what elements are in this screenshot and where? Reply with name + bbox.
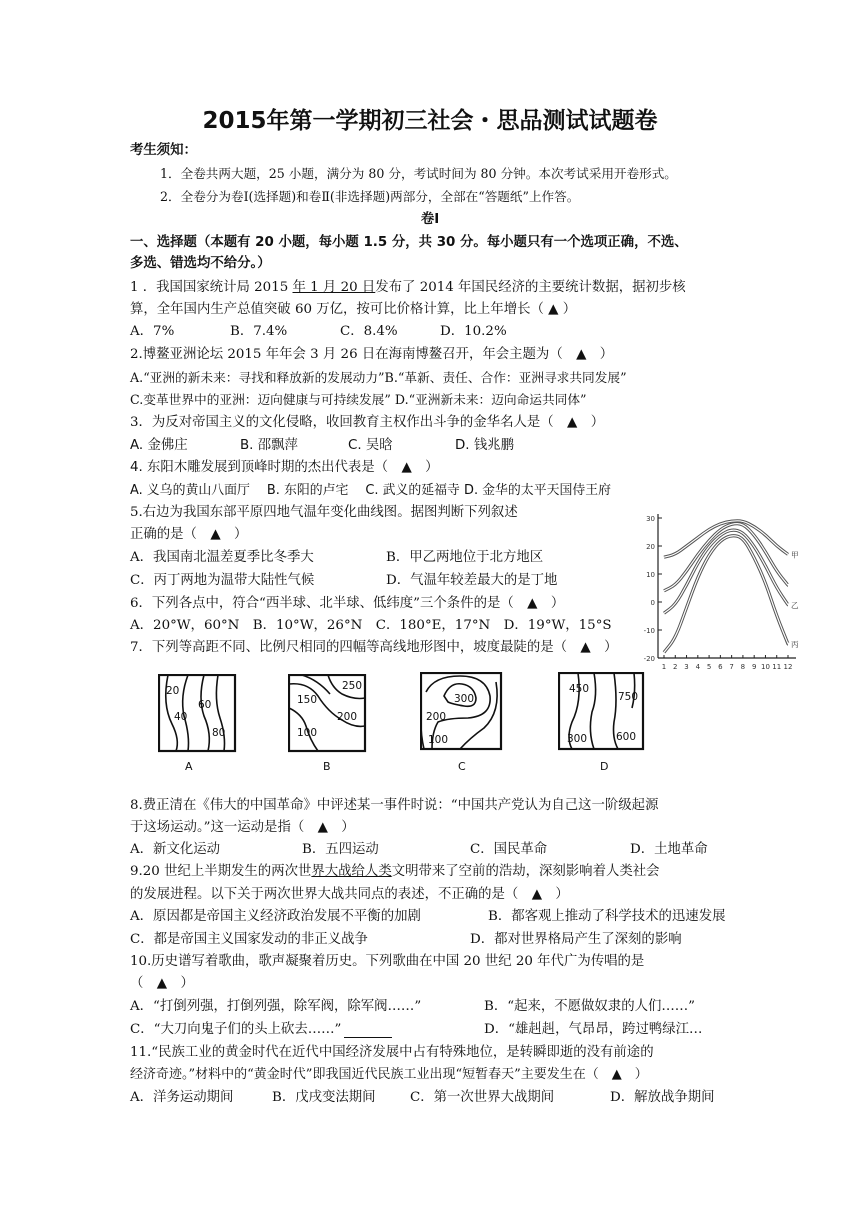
q10-option-b: B．“起来，不愿做奴隶的人们……” — [484, 999, 695, 1014]
contour-a-value-4: 80 — [212, 727, 226, 739]
q2-options-line2: C.变革世界中的亚洲：迈向健康与可持续发展” D.“亚洲新未来：迈向命运共同体” — [130, 392, 587, 407]
q3-option-a: A. 金佛庄 — [130, 438, 188, 453]
chart-series-label: 丙 — [791, 640, 799, 649]
q8-option-d: D．土地革命 — [630, 842, 708, 857]
q9-text-c: 文明带来了空前的浩劫，深刻影响着人类社会 — [391, 864, 660, 879]
chart-x-tick-label: 10 — [760, 663, 770, 671]
chart-x-tick-label: 6 — [718, 663, 723, 671]
q3-stem: 3．为反对帝国主义的文化侵略，收回教育主权作出斗争的金华名人是（ ▲ ） — [130, 415, 605, 430]
chart-x-tick-label: 12 — [783, 663, 793, 671]
chart-series-line — [664, 530, 788, 613]
q8-stem-line1: 8.费正清在《伟大的中国革命》中评述某一事件时说：“中国共产党认为自己这一阶级起源 — [130, 798, 659, 813]
q8-option-a: A．新文化运动 — [130, 842, 221, 857]
q11-option-d: D．解放战争期间 — [610, 1090, 715, 1105]
contour-map-a-label: A — [185, 760, 193, 773]
section1-heading-line1: 一、选择题（本题有 20 小题，每小题 1.5 分，共 30 分。每小题只有一个选项正确，不选、 — [130, 235, 688, 250]
q1-option-d: D．10.2% — [440, 324, 507, 339]
chart-x-tick-label: 8 — [740, 663, 746, 671]
q1-date: 年 1 月 20 日 — [292, 280, 376, 295]
chart-y-tick-label: -20 — [643, 655, 655, 663]
q10-option-d: D．“雄赳赳，气昂昂，跨过鸭绿江… — [484, 1022, 703, 1037]
chart-x-tick-label: 5 — [706, 663, 712, 671]
contour-d-value-1: 450 — [569, 683, 590, 695]
chart-series-label: 乙 — [791, 600, 799, 610]
q6-stem: 6．下列各点中，符合“西半球、北半球、低纬度”三个条件的是（ ▲ ） — [130, 596, 565, 611]
q5-option-b: B．甲乙两地位于北方地区 — [386, 550, 544, 565]
contour-a-value-3: 60 — [198, 699, 212, 711]
contour-d-value-3: 750 — [618, 691, 639, 703]
q3-option-b: B. 邵飘萍 — [240, 438, 298, 453]
contour-map-c — [420, 672, 504, 774]
contour-d-value-4: 600 — [616, 731, 637, 743]
q5-option-c: C．丙丁两地为温带大陆性气候 — [130, 573, 315, 588]
q7-stem: 7．下列等高距不同、比例尺相同的四幅等高线地形图中，坡度最陡的是（ ▲ ） — [130, 640, 618, 655]
chart-y-tick-label: 30 — [646, 515, 655, 523]
contour-b-value-3: 250 — [342, 680, 363, 692]
q1-text-c: 发布了 2014 年国民经济的主要统计数据，据初步核 — [375, 280, 686, 295]
chart-x-tick-label: 3 — [684, 663, 689, 671]
q5-option-a: A．我国南北温差夏季比冬季大 — [130, 550, 314, 565]
q2-options-line1: A.“亚洲的新未来：寻找和释放新的发展动力”B.“革新、责任、合作：亚洲寻求共同发展” — [130, 370, 627, 385]
contour-c-value-3: 100 — [428, 734, 449, 746]
q9-option-d: D．都对世界格局产生了深刻的影响 — [470, 932, 682, 947]
q11-option-b: B．戊戌变法期间 — [272, 1090, 376, 1105]
q2-stem: 2.博鳌亚洲论坛 2015 年年会 3 月 26 日在海南博鳌召开，年会主题为（ ▲ ） — [130, 347, 614, 362]
q9-stem-line1 — [130, 862, 660, 882]
q1-stem-line2: 算，全年国内生产总值突破 60 万亿，按可比价格计算，比上年增长（ ▲ ） — [130, 302, 577, 317]
contour-b-value-4: 200 — [337, 711, 358, 723]
chart-x-tick-label: 1 — [661, 663, 667, 671]
q9-option-a: A．原因都是帝国主义经济政治发展不平衡的加剧 — [130, 909, 421, 924]
q9-option-c: C．都是帝国主义国家发动的非正义战争 — [130, 932, 368, 947]
q4-stem: 4. 东阳木雕发展到顶峰时期的杰出代表是（ ▲ ） — [130, 460, 439, 475]
q5-stem-line2: 正确的是（ ▲ ） — [130, 527, 248, 542]
contour-map-d — [558, 672, 648, 774]
q11-option-c: C．第一次世界大战期间 — [410, 1090, 555, 1105]
chart-y-tick-label: -10 — [643, 627, 655, 635]
q10-underline — [344, 1037, 392, 1038]
q8-option-b: B．五四运动 — [302, 842, 379, 857]
q9-text-a: 9.20 世纪上半期发生的两次世 — [130, 864, 312, 879]
chart-x-tick-label: 7 — [729, 663, 734, 671]
chart-x-tick-label: 9 — [751, 663, 757, 671]
contour-b-value-2: 100 — [297, 727, 318, 739]
q8-option-c: C．国民革命 — [470, 842, 548, 857]
q10-stem-line1: 10.历史谱写着歌曲，歌声凝聚着历史。下列歌曲在中国 20 世纪 20 年代广为传唱的是 — [130, 954, 645, 969]
chart-y-tick-label: 10 — [646, 571, 655, 579]
contour-d-value-2: 300 — [567, 733, 588, 745]
q8-stem-line2: 于这场运动。”这一运动是指（ ▲ ） — [130, 820, 355, 835]
q3-option-c: C. 吴晗 — [348, 438, 393, 453]
chart-series-label: 甲 — [791, 550, 799, 560]
contour-b-value-1: 150 — [297, 694, 318, 706]
chart-y-tick-label: 0 — [650, 599, 655, 607]
temperature-chart — [632, 508, 802, 680]
notice-heading: 考生须知： — [130, 142, 197, 158]
q11-stem-line2: 经济奇迹。”材料中的“黄金时代”即我国近代民族工业出现“短暂春天”主要发生在（ ▲ ） — [130, 1067, 648, 1082]
q1-text-a: 1 ．我国国家统计局 2015 — [130, 280, 293, 295]
chart-x-tick-label: 11 — [772, 663, 782, 671]
chart-x-tick-label: 4 — [695, 663, 701, 671]
exam-title: 2015年第一学期初三社会・思品测试试题卷 — [202, 108, 658, 134]
notice-item-1: 1．全卷共两大题，25 小题，满分为 80 分，考试时间为 80 分钟。本次考试采用开卷形式。 — [160, 166, 677, 181]
q5-stem-line1: 5.右边为我国东部平原四地气温年变化曲线图。据图判断下列叙述 — [130, 505, 518, 520]
q1-option-a: A．7% — [130, 324, 175, 339]
q10-stem-line2: （ ▲ ） — [130, 976, 194, 991]
contour-map-b-label: B — [323, 760, 331, 773]
q11-option-a: A．洋务运动期间 — [130, 1090, 234, 1105]
q9-stem-line2: 的发展进程。以下关于两次世界大战共同点的表述，不正确的是（ ▲ ） — [130, 887, 569, 902]
contour-a-value-1: 20 — [166, 685, 180, 697]
contour-map-a — [158, 674, 238, 774]
contour-map-c-label: C — [458, 760, 466, 773]
contour-c-value-1: 300 — [454, 693, 475, 705]
q10-option-c: C．“大刀向鬼子们的头上砍去……” — [130, 1022, 342, 1037]
notice-item-2: 2．全卷分为卷Ⅰ(选择题)和卷Ⅱ(非选择题)两部分，全部在“答题纸”上作答。 — [160, 189, 580, 204]
contour-map-b — [288, 674, 368, 774]
q1-option-b: B．7.4% — [230, 324, 288, 339]
q10-option-a: A．“打倒列强，打倒列强，除军阀，除军阀……” — [130, 999, 422, 1014]
chart-x-tick-label: 2 — [673, 663, 678, 671]
contour-map-d-label: D — [600, 760, 609, 773]
q1-option-c: C．8.4% — [340, 324, 398, 339]
q5-option-d: D．气温年较差最大的是丁地 — [386, 573, 558, 588]
section1-heading-line2: 多选、错选均不给分。） — [130, 256, 271, 271]
q6-options: A．20°W，60°N B．10°W，26°N C．180°E，17°N D．19°W，15°S — [130, 618, 612, 633]
q1-stem-line1 — [130, 278, 686, 298]
q9-text-underlined: 界大战给人类 — [311, 864, 392, 879]
q9-option-b: B．都客观上推动了科学技术的迅速发展 — [488, 909, 726, 924]
volume-label: 卷Ⅰ — [420, 212, 440, 227]
q3-option-d: D. 钱兆鹏 — [455, 438, 514, 453]
contour-c-value-2: 200 — [426, 711, 447, 723]
q11-stem-line1: 11.“民族工业的黄金时代在近代中国经济发展中占有特殊地位，是转瞬即逝的没有前途的 — [130, 1045, 654, 1060]
chart-y-tick-label: 20 — [646, 543, 655, 551]
contour-a-value-2: 40 — [174, 711, 188, 723]
q4-options: A. 义乌的黄山八面厅 B. 东阳的卢宅 C. 武义的延福寺 D. 金华的太平天国侍王府 — [130, 483, 612, 498]
